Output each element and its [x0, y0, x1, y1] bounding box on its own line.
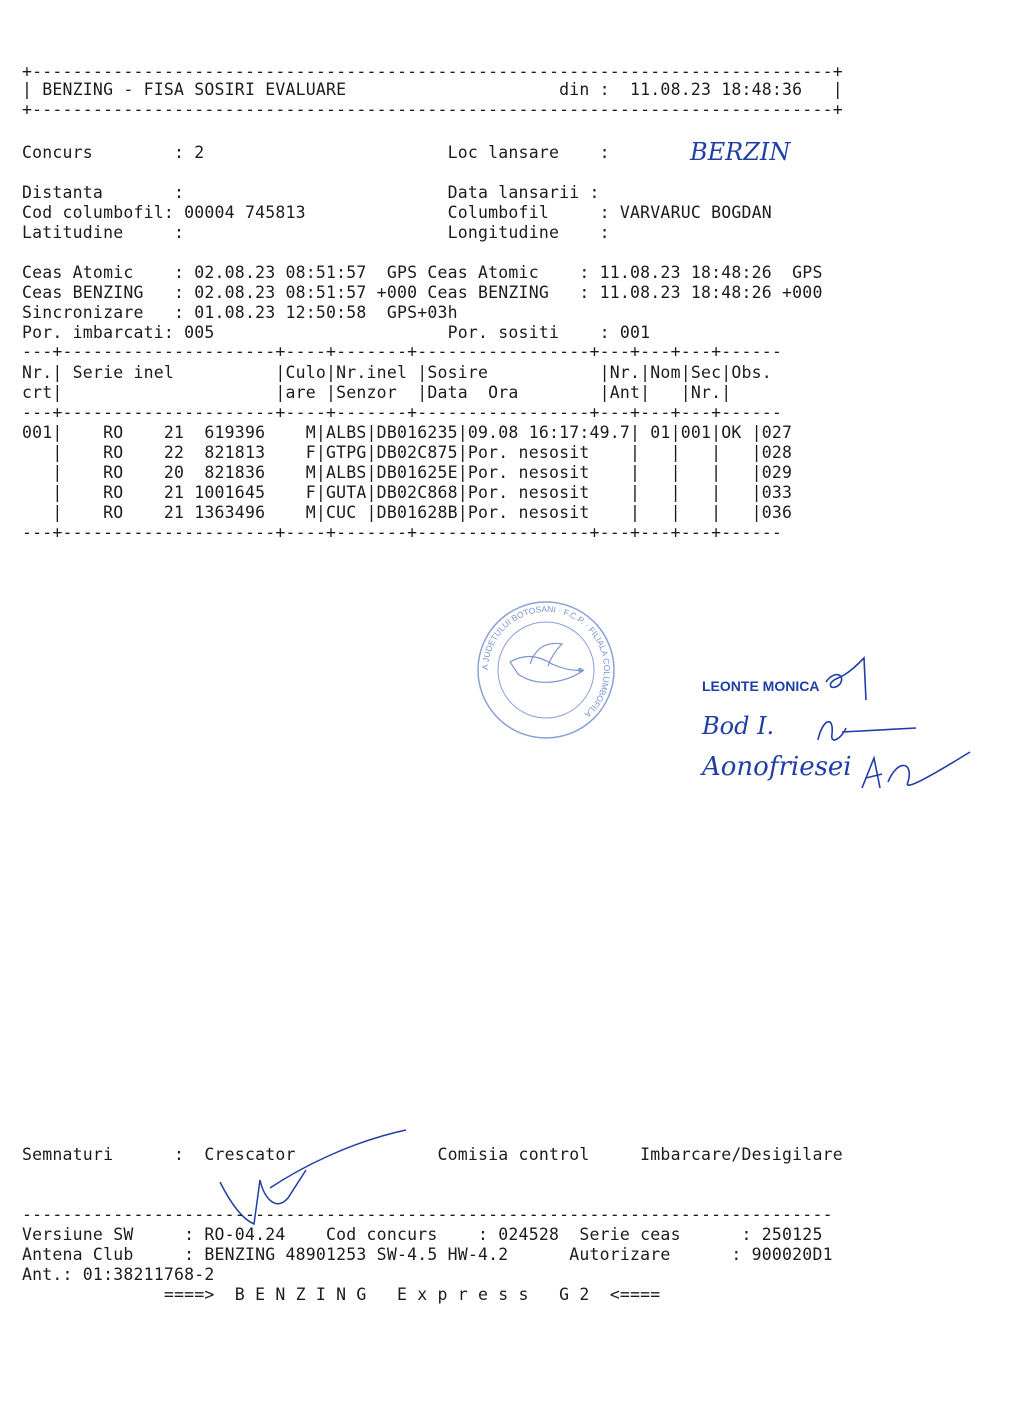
signature-aonofriesei	[858, 748, 978, 798]
signature-monica	[822, 652, 882, 702]
handwritten-name-aonofriesei: Aonofriesei	[702, 752, 852, 782]
table-header-divider: ---+---------------------+----+-------+-----------------+---+---+---+------	[22, 403, 783, 422]
table-header-row-1: Nr.| Serie inel |Culo|Nr.inel |Sosire |Nr.|Nom|Sec|Obs.	[22, 363, 772, 382]
signatures-line: Semnaturi : Crescator Comisia control Imbarcare/Desigilare	[22, 1145, 843, 1164]
handwritten-name-bod: Bod I.	[702, 712, 775, 740]
footer-ant: Ant.: 01:38211768-2	[22, 1265, 215, 1284]
table-border-bottom: ---+---------------------+----+-------+-----------------+---+---+---+------	[22, 523, 783, 542]
loc-lansare-handwriting: BERZIN	[690, 138, 791, 166]
footer-divider: --------------------------------------------------------------------------------	[22, 1205, 833, 1224]
club-stamp	[472, 600, 620, 740]
footer-versiune: Versiune SW : RO-04.24 Cod concurs : 024528 Serie ceas : 250125	[22, 1225, 823, 1244]
header-border-top: +-------------------------------------------------------------------------------+	[22, 62, 843, 81]
info-line-ceas-atomic: Ceas Atomic : 02.08.23 08:51:57 GPS Ceas Atomic : 11.08.23 18:48:26 GPS	[22, 263, 823, 282]
table-border-top: ---+---------------------+----+-------+-----------------+---+---+---+------	[22, 342, 783, 361]
table-row: | RO 20 821836 M|ALBS|DB01625E|Por. nesosit | | | |029	[22, 463, 793, 482]
info-line-ceas-benzing: Ceas BENZING : 02.08.23 08:51:57 +000 Ceas BENZING : 11.08.23 18:48:26 +000	[22, 283, 823, 302]
info-line-concurs: Concurs : 2 Loc lansare :	[22, 143, 610, 162]
table-row: 001| RO 21 619396 M|ALBS|DB016235|09.08 16:17:49.7| 01|001|OK |027	[22, 423, 793, 442]
footer-antena: Antena Club : BENZING 48901253 SW-4.5 HW-4.2 Autorizare : 900020D1	[22, 1245, 833, 1264]
name-stamp: LEONTE MONICA	[702, 678, 820, 694]
info-line-sincronizare: Sincronizare : 01.08.23 12:50:58 GPS+03h	[22, 303, 458, 322]
info-line-distanta: Distanta : Data lansarii :	[22, 183, 600, 202]
stamp-text: A JUDETULUI BOTOSANI · F.C.P. · FILIALA COLUMBOFILA	[479, 603, 613, 720]
table-row: | RO 21 1363496 M|CUC |DB01628B|Por. nesosit | | | |036	[22, 503, 793, 522]
signature-bod	[812, 710, 922, 750]
header-border-bottom: +-------------------------------------------------------------------------------+	[22, 100, 843, 119]
info-line-cod-columbofil: Cod columbofil: 00004 745813 Columbofil : VARVARUC BOGDAN	[22, 203, 772, 222]
table-header-row-2: crt| |are |Senzor |Data Ora |Ant| |Nr.|	[22, 383, 732, 402]
svg-text:A JUDETULUI BOTOSANI · F.C.P.	[480, 604, 612, 720]
footer-brand: ====> B E N Z I N G E x p r e s s G 2 <====	[22, 1285, 661, 1304]
info-line-latitudine: Latitudine : Longitudine :	[22, 223, 610, 242]
table-row: | RO 22 821813 F|GTPG|DB02C875|Por. nesosit | | | |028	[22, 443, 793, 462]
header-title-line: | BENZING - FISA SOSIRI EVALUARE din : 11.08.23 18:48:36 |	[22, 80, 843, 99]
table-row: | RO 21 1001645 F|GUTA|DB02C868|Por. nesosit | | | |033	[22, 483, 793, 502]
info-line-porumbei: Por. imbarcati: 005 Por. sositi : 001	[22, 323, 651, 342]
pigeon-icon	[510, 643, 584, 682]
